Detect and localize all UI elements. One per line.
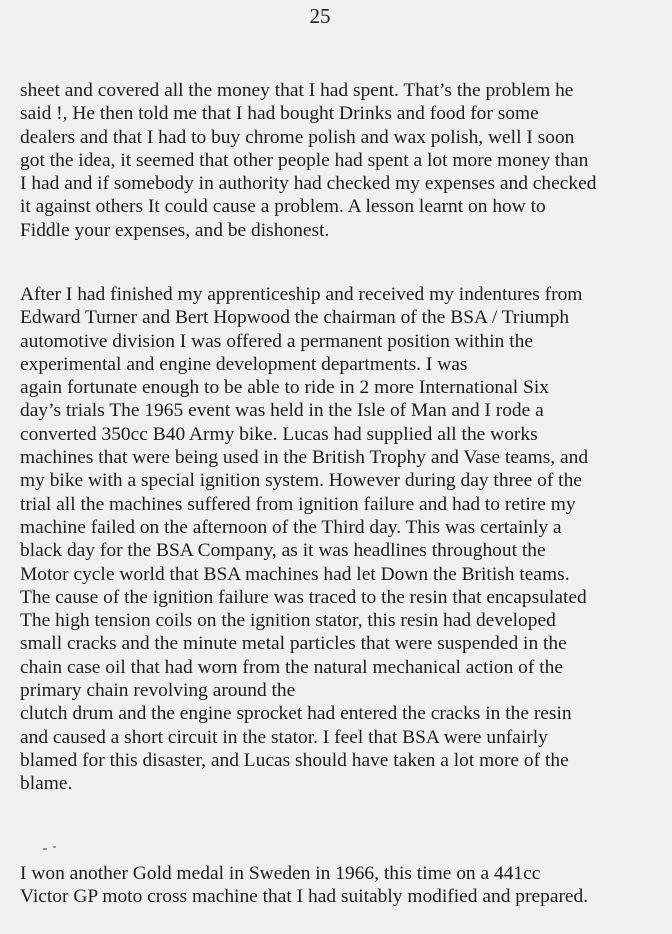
text-line: trial all the machines suffered from ignition failure and had to retire my [20, 493, 576, 515]
text-line: chain case oil that had worn from the natural mechanical action of the [20, 656, 563, 678]
text-line: Edward Turner and Bert Hopwood the chairman of the BSA / Triumph [20, 307, 570, 329]
text-line: again fortunate enough to be able to ride in 2 more International Six [20, 377, 549, 399]
text-line: it against others It could cause a problem. A lesson learnt on how to [20, 196, 546, 218]
text-line: I won another Gold medal in Sweden in 1966, this time on a 441cc [20, 863, 541, 884]
text-line: small cracks and the minute metal particles that were suspended in the [20, 633, 567, 655]
text-line: day’s trials The 1965 event was held in the Isle of Man and I rode a [20, 400, 544, 422]
text-line: After I had finished my apprenticeship and received my indentures from [20, 284, 583, 305]
text-line: my bike with a special ignition system. However during day three of the [20, 470, 582, 492]
text-line: sheet and covered all the money that I had spent. That’s the problem he [20, 80, 574, 101]
paragraph-gold-medal [20, 862, 670, 909]
scan-speck [53, 846, 56, 848]
text-line: Fiddle your expenses, and be dishonest. [20, 219, 330, 241]
text-line: I had and if somebody in authority had checked my expenses and checked [20, 173, 597, 195]
text-line: black day for the BSA Company, as it was headlines throughout the [20, 540, 546, 562]
text-line: experimental and engine development departments. I was [20, 353, 468, 375]
text-line: and caused a short circuit in the stator. I feel that BSA were unfairly [20, 726, 548, 748]
paragraph-apprenticeship [20, 283, 670, 796]
page-number: 25 [309, 4, 331, 28]
text-line: machine failed on the afternoon of the Third day. This was certainly a [20, 516, 562, 538]
text-line: clutch drum and the engine sprocket had entered the cracks in the resin [20, 703, 572, 725]
text-line: automotive division I was offered a permanent position within the [20, 330, 534, 352]
text-line: machines that were being used in the British Trophy and Vase teams, and [20, 447, 589, 469]
text-line: The cause of the ignition failure was traced to the resin that encapsulated [20, 586, 587, 608]
text-line: The high tension coils on the ignition stator, this resin had developed [20, 610, 556, 632]
text-line: Victor GP moto cross machine that I had suitably modified and prepared. [20, 886, 589, 908]
paragraph-expenses [20, 79, 670, 242]
text-line: Motor cycle world that BSA machines had let Down the British teams. [20, 563, 570, 585]
text-line: said !, He then told me that I had bought Drinks and food for some [20, 103, 539, 125]
text-line: blamed for this disaster, and Lucas should have taken a lot more of the [20, 749, 569, 771]
text-line: dealers and that I had to buy chrome polish and wax polish, well I soon [20, 126, 575, 148]
text-line: primary chain revolving around the [20, 680, 296, 702]
scan-speck [43, 848, 47, 850]
text-line: converted 350cc B40 Army bike. Lucas had supplied all the works [20, 423, 538, 445]
text-line: got the idea, it seemed that other people had spent a lot more money than [20, 149, 589, 171]
text-line: blame. [20, 773, 73, 795]
